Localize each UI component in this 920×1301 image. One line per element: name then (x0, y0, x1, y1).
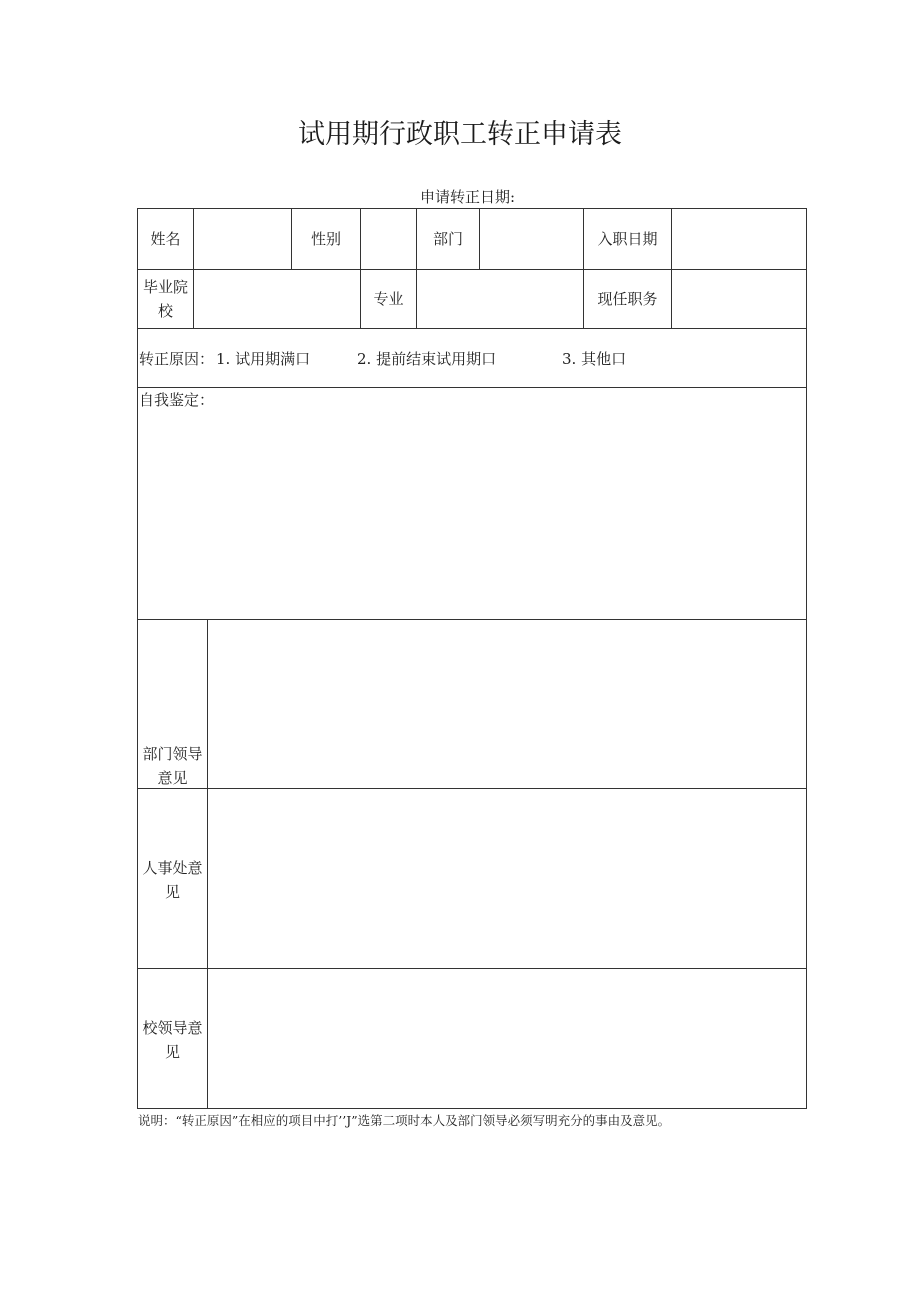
row-divider (137, 387, 807, 388)
hr-opinion-label (138, 856, 207, 904)
dept-opinion-area[interactable] (208, 620, 806, 788)
hire-date-field[interactable] (672, 209, 806, 269)
form-title: 试用期行政职工转正申请表 (298, 119, 622, 150)
footnote: 说明：“转正原因”在相应的项目中打’’J”选第二项时本人及部门领导必须写明充分的事由及意见。 (138, 1113, 671, 1128)
school-opinion-area[interactable] (208, 969, 806, 1108)
reason-label: 转正原因： (139, 350, 215, 368)
table-border-right (806, 208, 807, 1109)
name-field[interactable] (194, 209, 291, 269)
table-border-bottom (137, 1108, 807, 1109)
reason-option-2[interactable]: 2. 提前结束试用期口 (357, 350, 497, 368)
school-field[interactable] (194, 270, 360, 328)
dept-opinion-label-line1: 部门领导 (142, 745, 203, 763)
school-opinion-label-line2: 见 (164, 1043, 180, 1061)
hr-opinion-label-line2: 见 (164, 883, 180, 901)
row-divider (137, 328, 807, 329)
apply-date-label: 申请转正日期: (420, 188, 516, 206)
hire-date-label: 入职日期 (597, 230, 658, 248)
table-border-left (137, 208, 138, 1109)
school-label-line1: 毕业院 (142, 278, 188, 296)
gender-label: 性别 (310, 230, 341, 248)
major-label: 专业 (373, 290, 404, 308)
dept-opinion-label-line2: 意见 (157, 769, 188, 787)
hr-opinion-label-line1: 人事处意 (142, 859, 203, 877)
school-opinion-label (138, 1016, 207, 1064)
reason-option-3[interactable]: 3. 其他口 (562, 350, 627, 368)
position-field[interactable] (672, 270, 806, 328)
name-label: 姓名 (150, 230, 181, 248)
self-eval-area[interactable] (138, 414, 806, 618)
dept-opinion-label (138, 742, 207, 790)
reason-option-1[interactable]: 1. 试用期满口 (216, 350, 311, 368)
dept-field[interactable] (480, 209, 583, 269)
school-label-line2: 校 (157, 302, 173, 320)
gender-field[interactable] (361, 209, 416, 269)
dept-label: 部门 (432, 230, 463, 248)
major-field[interactable] (417, 270, 583, 328)
school-label (138, 270, 193, 328)
school-opinion-label-line1: 校领导意 (142, 1019, 203, 1037)
self-eval-label: 自我鉴定： (139, 391, 215, 409)
position-label: 现任职务 (597, 290, 658, 308)
hr-opinion-area[interactable] (208, 789, 806, 968)
